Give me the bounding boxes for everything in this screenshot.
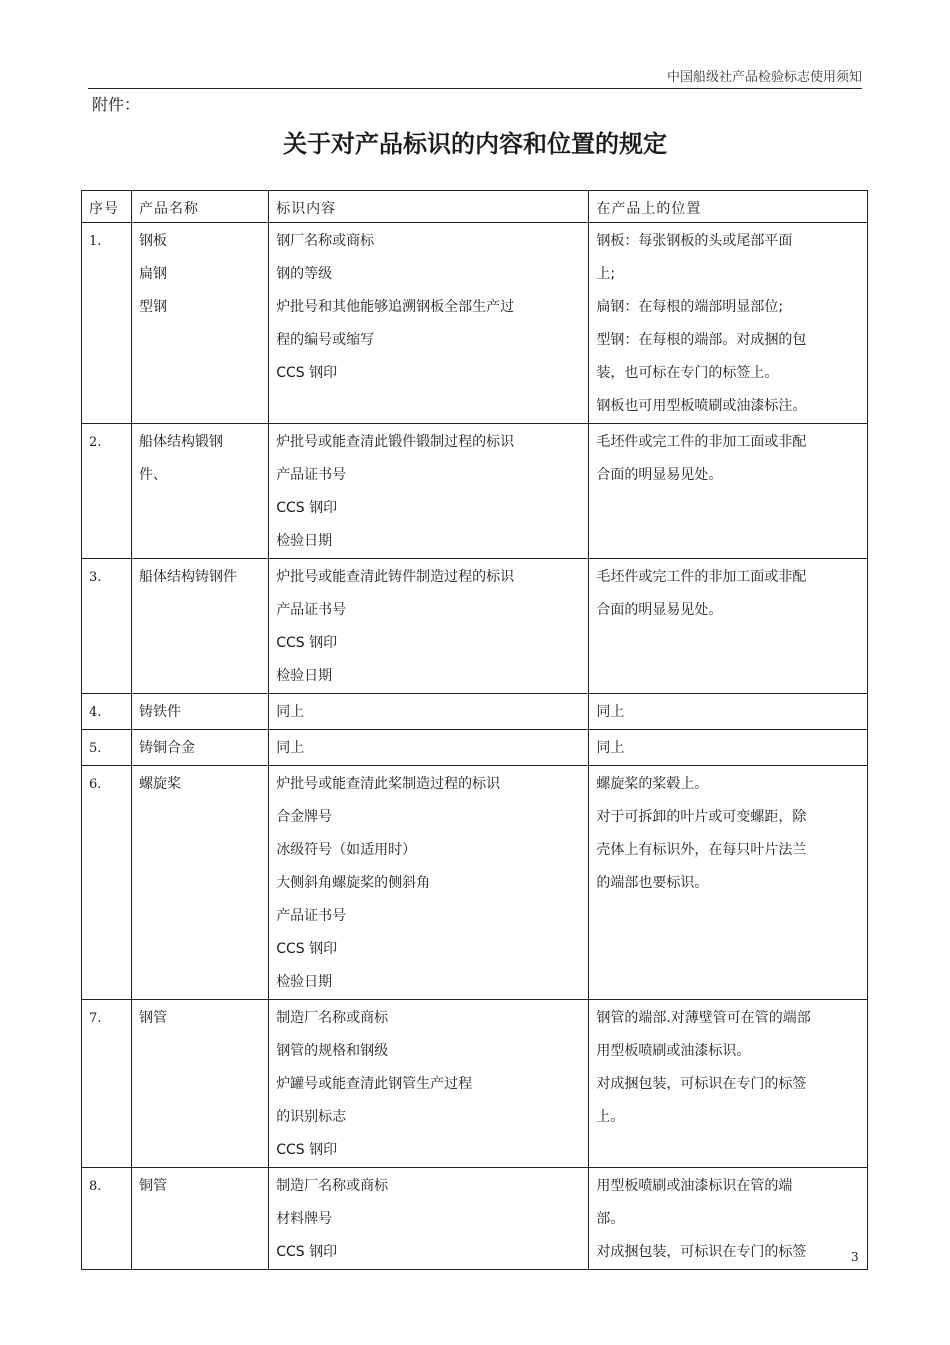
content-line: 炉批号或能查清此锻件锻制过程的标识 [276, 434, 515, 450]
marking-rules-table [81, 190, 868, 1270]
product-name: 型钢 [138, 299, 167, 315]
position-line: 合面的明显易见处。 [596, 467, 723, 483]
content-line: 同上 [276, 740, 305, 756]
position-line: 上; [596, 266, 616, 282]
product-name-cell [131, 766, 268, 1000]
marking-position-cell [589, 1000, 868, 1168]
content-line: 程的编号或缩写 [276, 332, 375, 348]
marking-position-cell [589, 766, 868, 1000]
position-line: 毛坯件或完工件的非加工面或非配 [596, 434, 807, 450]
content-line: 钢厂名称或商标 [276, 233, 375, 249]
position-line: 同上 [596, 704, 625, 720]
row-number: 7. [82, 1000, 132, 1168]
product-name: 船体结构锻钢 [138, 434, 223, 450]
content-line: CCS 钢印 [276, 1244, 338, 1260]
content-line: 钢的等级 [276, 266, 333, 282]
position-line: 型钢：在每根的端部。对成捆的包 [596, 332, 807, 348]
product-name: 扁钢 [138, 266, 167, 282]
position-line: 毛坯件或完工件的非加工面或非配 [596, 569, 807, 585]
row-number: 2. [82, 424, 132, 559]
product-name-cell [131, 223, 268, 424]
page-header [88, 64, 862, 89]
product-name: 钢管 [138, 1010, 167, 1026]
position-line: 钢板也可用型板喷刷或油漆标注。 [596, 398, 807, 414]
position-line: 对于可拆卸的叶片或可变螺距，除 [596, 809, 807, 825]
position-line: 的端部也要标识。 [596, 875, 709, 891]
content-line: 大侧斜角螺旋桨的侧斜角 [276, 875, 431, 891]
position-line: 壳体上有标识外，在每只叶片法兰 [596, 842, 807, 858]
marking-content-cell [269, 694, 589, 730]
content-line: CCS 钢印 [276, 941, 338, 957]
product-name-cell [131, 1000, 268, 1168]
content-line: 制造厂名称或商标 [276, 1010, 389, 1026]
content-line: 同上 [276, 704, 305, 720]
content-line: 材料牌号 [276, 1211, 333, 1227]
position-line: 用型板喷刷或油漆标识在管的端 [596, 1178, 793, 1194]
table-row [82, 424, 868, 559]
product-name: 钢板 [138, 233, 167, 249]
content-line: CCS 钢印 [276, 635, 338, 651]
row-number: 4. [82, 694, 132, 730]
row-number: 3. [82, 559, 132, 694]
product-name: 船体结构铸钢件 [138, 569, 237, 585]
marking-position-cell [589, 223, 868, 424]
marking-content-cell [269, 223, 589, 424]
table-header-row [82, 191, 868, 223]
marking-content-cell [269, 424, 589, 559]
marking-position-cell [589, 424, 868, 559]
table-row [82, 1168, 868, 1270]
position-line: 对成捆包装，可标识在专门的标签 [596, 1244, 807, 1260]
product-name: 铸铜合金 [138, 740, 195, 756]
content-line: 炉批号和其他能够追溯钢板全部生产过 [276, 299, 515, 315]
content-line: 炉批号或能查清此桨制造过程的标识 [276, 776, 501, 792]
position-line: 部。 [596, 1211, 625, 1227]
position-line: 用型板喷刷或油漆标识。 [596, 1043, 751, 1059]
table-row [82, 730, 868, 766]
table-row [82, 223, 868, 424]
content-line: 检验日期 [276, 533, 333, 549]
marking-content-cell [269, 1000, 589, 1168]
header-name: 产品名称 [131, 191, 268, 223]
product-name: 螺旋桨 [138, 776, 181, 792]
content-line: 检验日期 [276, 974, 333, 990]
content-line: 检验日期 [276, 668, 333, 684]
content-line: 炉罐号或能查清此钢管生产过程 [276, 1076, 473, 1092]
content-line: 冰级符号（如适用时） [276, 842, 417, 858]
product-name: 铜管 [138, 1178, 167, 1194]
content-line: CCS 钢印 [276, 365, 338, 381]
marking-content-cell [269, 1168, 589, 1270]
page-number: 3 [851, 1250, 859, 1264]
row-number: 6. [82, 766, 132, 1000]
header-no: 序号 [82, 191, 132, 223]
document-title: 关于对产品标识的内容和位置的规定 [283, 129, 667, 158]
product-name-cell [131, 694, 268, 730]
header-position: 在产品上的位置 [589, 191, 868, 223]
content-line: 的识别标志 [276, 1109, 347, 1125]
position-line: 钢管的端部.对薄壁管可在管的端部 [596, 1010, 811, 1026]
content-line: 合金牌号 [276, 809, 333, 825]
product-name-cell [131, 730, 268, 766]
product-name-cell [131, 424, 268, 559]
table-row [82, 1000, 868, 1168]
marking-content-cell [269, 766, 589, 1000]
content-line: CCS 钢印 [276, 500, 338, 516]
position-line: 上。 [596, 1109, 625, 1125]
content-line: 制造厂名称或商标 [276, 1178, 389, 1194]
content-line: 钢管的规格和钢级 [276, 1043, 389, 1059]
content-line: 炉批号或能查清此铸件制造过程的标识 [276, 569, 515, 585]
product-name-cell [131, 559, 268, 694]
position-line: 对成捆包装，可标识在专门的标签 [596, 1076, 807, 1092]
marking-position-cell [589, 730, 868, 766]
row-number: 5. [82, 730, 132, 766]
position-line: 合面的明显易见处。 [596, 602, 723, 618]
marking-position-cell [589, 1168, 868, 1270]
table-row [82, 694, 868, 730]
row-number: 1. [82, 223, 132, 424]
marking-position-cell [589, 559, 868, 694]
marking-content-cell [269, 730, 589, 766]
table-row [82, 559, 868, 694]
position-line: 螺旋桨的桨毂上。 [596, 776, 709, 792]
table-row [82, 766, 868, 1000]
position-line: 装，也可标在专门的标签上。 [596, 365, 779, 381]
product-name: 铸铁件 [138, 704, 181, 720]
position-line: 扁钢：在每根的端部明显部位; [596, 299, 784, 315]
content-line: 产品证书号 [276, 908, 347, 924]
row-number: 8. [82, 1168, 132, 1270]
product-name: 件、 [138, 467, 167, 483]
content-line: CCS 钢印 [276, 1142, 338, 1158]
marking-position-cell [589, 694, 868, 730]
position-line: 同上 [596, 740, 625, 756]
content-line: 产品证书号 [276, 467, 347, 483]
attachment-label: 附件： [92, 95, 141, 114]
marking-content-cell [269, 559, 589, 694]
header-content: 标识内容 [269, 191, 589, 223]
header-text: 中国船级社产品检验标志使用须知 [666, 70, 862, 85]
product-name-cell [131, 1168, 268, 1270]
position-line: 钢板：每张钢板的头或尾部平面 [596, 233, 793, 249]
content-line: 产品证书号 [276, 602, 347, 618]
